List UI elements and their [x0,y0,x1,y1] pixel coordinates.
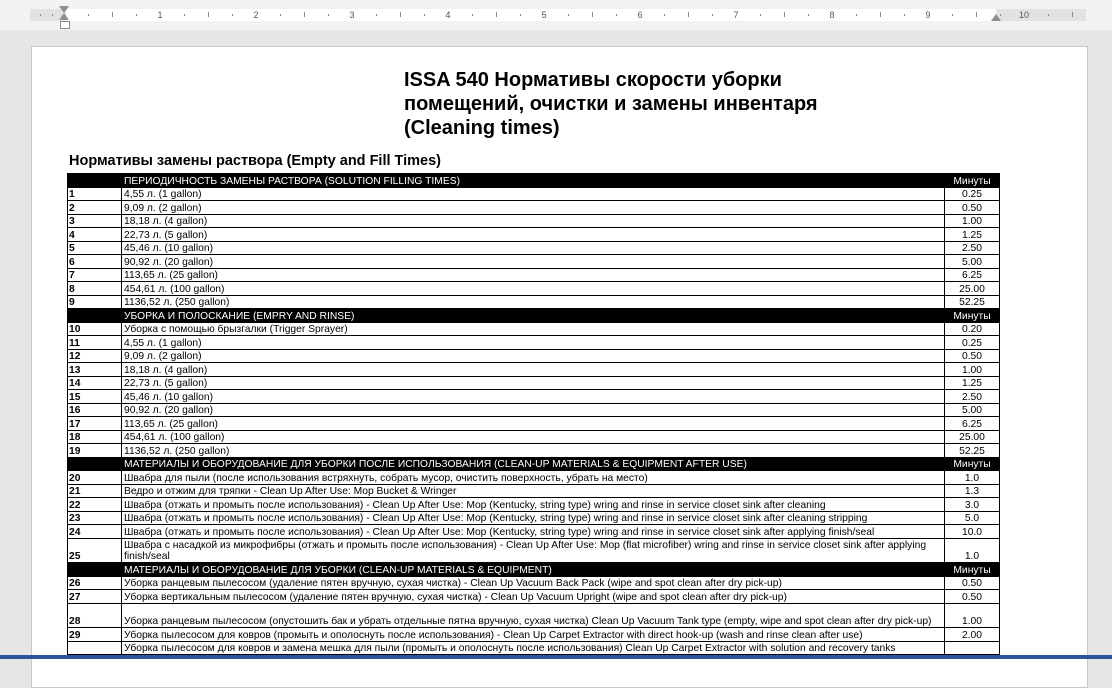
row-minutes: 0.20 [945,322,1000,336]
ruler-tick [904,14,905,16]
ruler-tick [280,14,281,16]
row-number: 4 [68,228,122,242]
row-number: 6 [68,255,122,269]
row-number: 23 [68,511,122,525]
ruler-tick [616,14,617,16]
table-row [68,525,1000,539]
row-description: 454,61 л. (100 gallon) [122,282,945,296]
row-minutes: 0.25 [945,336,1000,350]
ruler-tick [520,14,521,16]
table-row [68,201,1000,215]
row-minutes: 0.50 [945,201,1000,215]
table-row [68,576,1000,590]
ruler-number: 9 [925,10,931,20]
row-minutes: 6.25 [945,417,1000,431]
taskbar-strip [0,655,1112,659]
table-row [68,390,1000,404]
row-number: 16 [68,403,122,417]
table-row [68,471,1000,485]
row-minutes [945,641,1000,655]
section-title: МАТЕРИАЛЫ И ОБОРУДОВАНИЕ ДЛЯ УБОРКИ (CLEAN-UP MATERIALS & EQUIPMENT) [122,563,945,577]
table-row [68,603,1000,628]
left-indent-marker[interactable] [60,21,70,29]
row-minutes: 5.00 [945,403,1000,417]
row-number: 14 [68,376,122,390]
ruler-tick [472,14,473,16]
cleaning-times-table [67,173,1000,655]
row-minutes: 2.00 [945,628,1000,642]
row-number: 7 [68,268,122,282]
ruler-number: 4 [445,10,451,20]
row-number: 18 [68,430,122,444]
row-description: 18,18 л. (4 gallon) [122,363,945,377]
ruler-tick [136,14,137,16]
row-number [68,641,122,655]
row-description: 9,09 л. (2 gallon) [122,349,945,363]
row-minutes: 25.00 [945,282,1000,296]
row-description: 113,65 л. (25 gallon) [122,417,945,431]
row-number [68,457,122,471]
ruler-tick [784,12,785,17]
ruler-tick [568,14,569,16]
table-row [68,590,1000,604]
ruler-tick [880,12,881,17]
table-row [68,282,1000,296]
row-minutes: 1.0 [945,471,1000,485]
ruler-number: 7 [733,10,739,20]
row-minutes: 0.50 [945,590,1000,604]
ruler-tick [1072,12,1073,17]
row-number: 25 [68,538,122,563]
row-minutes: 1.3 [945,484,1000,498]
table-row [68,641,1000,655]
row-minutes: 6.25 [945,268,1000,282]
row-number: 2 [68,201,122,215]
right-indent-marker[interactable] [991,14,1001,21]
row-number: 10 [68,322,122,336]
table-row [68,430,1000,444]
row-description: 4,55 л. (1 gallon) [122,336,945,350]
row-description: Уборка пылесосом для ковров (промыть и ополоснуть после использования) - Clean Up Carpet Extractor with direct hook-up (wash and rinse clean after use) [122,628,945,642]
minutes-column-header: Минуты [945,457,1000,471]
row-description: Ведро и отжим для тряпки - Clean Up After Use: Mop Bucket & Wringer [122,484,945,498]
row-minutes: 5.00 [945,255,1000,269]
ruler-tick [952,14,953,16]
row-minutes: 0.50 [945,349,1000,363]
ruler-tick [304,12,305,17]
row-number: 24 [68,525,122,539]
ruler-tick [592,12,593,17]
row-description: 1136,52 л. (250 gallon) [122,295,945,309]
row-number: 12 [68,349,122,363]
table-row [68,241,1000,255]
ruler-tick [808,14,809,16]
row-number: 17 [68,417,122,431]
table-section-header [68,309,1000,323]
table-section-header [68,563,1000,577]
ruler-tick [328,14,329,16]
minutes-column-header: Минуты [945,309,1000,323]
row-number [68,174,122,188]
row-minutes: 5.0 [945,511,1000,525]
hanging-indent-marker[interactable] [59,13,69,20]
ruler-number: 2 [253,10,259,20]
ruler-number: 10 [1018,10,1030,20]
table-row [68,363,1000,377]
minutes-column-header: Минуты [945,563,1000,577]
ruler-number: 6 [637,10,643,20]
row-description: 9,09 л. (2 gallon) [122,201,945,215]
ruler-tick [400,12,401,17]
document-title: ISSA 540 Нормативы скорости уборки помещений, очистки и замены инвентаря (Cleaning times) [404,69,818,139]
document-page[interactable] [31,46,1088,688]
row-description: Уборка ранцевым пылесосом (удаление пятен вручную, сухая чистка) - Clean Up Vacuum Back Pack (wipe and spot clean after dry pick-up) [122,576,945,590]
ruler-tick [1048,14,1049,16]
row-minutes: 2.50 [945,390,1000,404]
table-row [68,628,1000,642]
row-number: 1 [68,187,122,201]
ruler-number: 3 [349,10,355,20]
row-description: Швабра (отжать и промыть после использования) - Clean Up After Use: Mop (Kentucky, string type) wring and rinse in service closet sink after cleaning stripping [122,511,945,525]
row-minutes: 1.00 [945,214,1000,228]
table-row [68,187,1000,201]
table-row [68,214,1000,228]
table-row [68,403,1000,417]
row-number: 22 [68,498,122,512]
first-line-indent-marker[interactable] [59,6,69,13]
row-minutes: 52.25 [945,444,1000,458]
row-description: Уборка ранцевым пылесосом (опустошить бак и убрать отдельные пятна вручную, сухая чистка) Clean Up Vacuum Tank type (empty, wipe and spot clean after dry pick-up) [122,603,945,628]
row-number: 29 [68,628,122,642]
table-row [68,268,1000,282]
row-number [68,309,122,323]
row-description: 90,92 л. (20 gallon) [122,403,945,417]
ruler-tick [664,14,665,16]
section-title: ПЕРИОДИЧНОСТЬ ЗАМЕНЫ РАСТВОРА (SOLUTION FILLING TIMES) [122,174,945,188]
row-number: 11 [68,336,122,350]
ruler-number: 8 [829,10,835,20]
ruler-tick [52,14,53,16]
ruler-tick [232,14,233,16]
table-row [68,484,1000,498]
row-number: 19 [68,444,122,458]
table-row [68,498,1000,512]
row-number: 5 [68,241,122,255]
row-description: Швабра (отжать и промыть после использования) - Clean Up After Use: Mop (Kentucky, string type) wring and rinse in service closet sink after cleaning [122,498,945,512]
row-description: 4,55 л. (1 gallon) [122,187,945,201]
table-row [68,228,1000,242]
row-minutes: 10.0 [945,525,1000,539]
ruler-tick [976,12,977,17]
row-description: 18,18 л. (4 gallon) [122,214,945,228]
row-number: 15 [68,390,122,404]
row-number [68,563,122,577]
row-description: 22,73 л. (5 gallon) [122,228,945,242]
row-minutes: 1.0 [945,538,1000,563]
ruler-tick [112,12,113,17]
row-number: 28 [68,603,122,628]
row-description: 45,46 л. (10 gallon) [122,390,945,404]
table-row [68,376,1000,390]
ruler-tick [184,14,185,16]
table-row [68,336,1000,350]
row-minutes: 52.25 [945,295,1000,309]
row-number: 9 [68,295,122,309]
row-minutes: 2.50 [945,241,1000,255]
row-description: 454,61 л. (100 gallon) [122,430,945,444]
row-number: 21 [68,484,122,498]
table-row [68,538,1000,563]
row-minutes: 1.00 [945,363,1000,377]
table-row [68,349,1000,363]
row-number: 3 [68,214,122,228]
ruler-tick [376,14,377,16]
row-minutes: 0.50 [945,576,1000,590]
row-description: 90,92 л. (20 gallon) [122,255,945,269]
ruler-tick [88,14,89,16]
ruler-number: 1 [157,10,163,20]
section-title: МАТЕРИАЛЫ И ОБОРУДОВАНИЕ ДЛЯ УБОРКИ ПОСЛЕ ИСПОЛЬЗОВАНИЯ (CLEAN-UP MATERIALS & EQUIPMENT AFTER USE) [122,457,945,471]
ruler-tick [40,14,41,16]
table-row [68,322,1000,336]
row-number: 26 [68,576,122,590]
row-number: 27 [68,590,122,604]
row-description: Уборка пылесосом для ковров и замена мешка для пыли (промыть и ополоснуть после использования) Clean Up Carpet Extractor with solution and recovery tanks [122,641,945,655]
row-description: Уборка с помощью брызгалки (Trigger Sprayer) [122,322,945,336]
row-minutes: 1.25 [945,376,1000,390]
section-heading: Нормативы замены раствора (Empty and Fill Times) [69,153,442,169]
ruler-tick [856,14,857,16]
row-description: 1136,52 л. (250 gallon) [122,444,945,458]
horizontal-ruler[interactable] [0,0,1112,30]
ruler-number: 5 [541,10,547,20]
table-row [68,295,1000,309]
ruler-tick [208,12,209,17]
row-description: 113,65 л. (25 gallon) [122,268,945,282]
row-description: Швабра с насадкой из микрофибры (отжать и промыть после использования) - Clean Up After Use: Mop (flat microfiber) wring and rinse in service closet sink after applying finish/seal [122,538,945,563]
row-minutes: 3.0 [945,498,1000,512]
row-description: Швабра для пыли (после использования встряхнуть, собрать мусор, очистить поверхность, убрать на место) [122,471,945,485]
row-description: Уборка вертикальным пылесосом (удаление пятен вручную, сухая чистка) - Clean Up Vacuum Upright (wipe and spot clean after dry pick-up) [122,590,945,604]
row-number: 8 [68,282,122,296]
ruler-tick [712,14,713,16]
table-row [68,511,1000,525]
row-description: 45,46 л. (10 gallon) [122,241,945,255]
row-number: 13 [68,363,122,377]
row-description: 22,73 л. (5 gallon) [122,376,945,390]
ruler-tick [688,12,689,17]
row-number: 20 [68,471,122,485]
section-title: УБОРКА И ПОЛОСКАНИЕ (EMPRY AND RINSE) [122,309,945,323]
row-description: Швабра (отжать и промыть после использования) - Clean Up After Use: Mop (Kentucky, string type) wring and rinse in service closet sink after applying finish/seal [122,525,945,539]
row-minutes: 25.00 [945,430,1000,444]
row-minutes: 1.25 [945,228,1000,242]
table-row [68,444,1000,458]
table-row [68,417,1000,431]
minutes-column-header: Минуты [945,174,1000,188]
ruler-tick [424,14,425,16]
ruler-tick [760,14,761,16]
table-row [68,255,1000,269]
table-section-header [68,457,1000,471]
row-minutes: 1.00 [945,603,1000,628]
row-minutes: 0.25 [945,187,1000,201]
table-section-header [68,174,1000,188]
ruler-tick [496,12,497,17]
